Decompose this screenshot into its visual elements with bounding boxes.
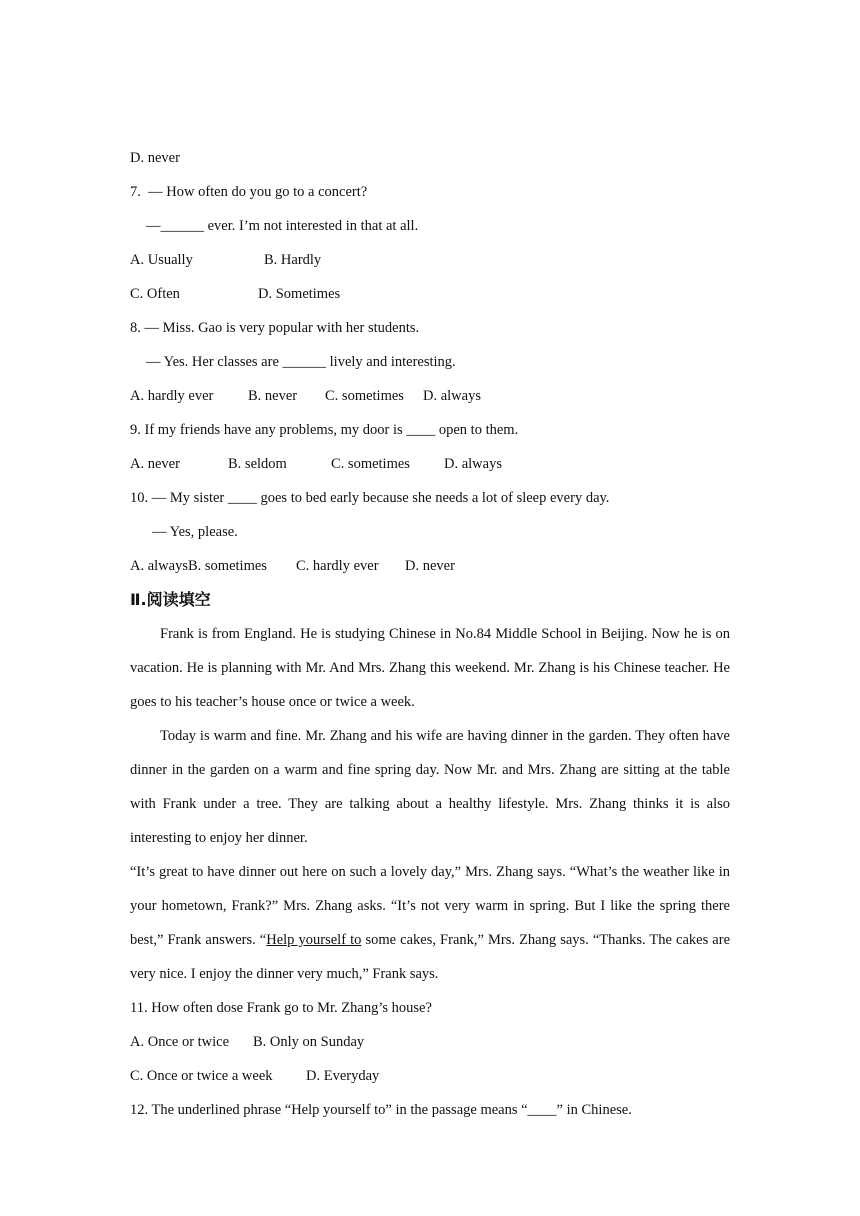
q8-question: 8. — Miss. Gao is very popular with her students.: [130, 320, 420, 336]
passage-paragraph-1: Frank is from England. He is studying Chinese in No.84 Middle School in Beijing. Now he is on vacation. He is planning with Mr. And Mrs. Zhang this weekend. Mr. Zhang is his Chinese teacher. He goes to his teacher’s house once or twice a week.: [130, 626, 730, 710]
q11-option-a: A. Once or twice: [130, 1034, 230, 1050]
q7-answer: —______ ever. I’m not interested in that at all.: [146, 218, 419, 234]
q7-options-row-1: [130, 243, 730, 277]
q7-question: 7. — How often do you go to a concert?: [130, 184, 368, 200]
q9-option-c: C. sometimes: [331, 456, 410, 472]
q10-option-d: D. never: [405, 558, 455, 574]
q7-option-c: C. Often: [130, 286, 180, 302]
passage-paragraph-3: [130, 855, 730, 991]
q7-option-a: A. Usually: [130, 252, 193, 268]
q12-question: 12. The underlined phrase “Help yourself to” in the passage means “____” in Chinese.: [130, 1102, 632, 1118]
q10-question: 10. — My sister ____ goes to bed early because she needs a lot of sleep every day.: [130, 490, 610, 506]
q11-option-d: D. Everyday: [306, 1068, 380, 1084]
q7-option-d: D. Sometimes: [258, 286, 341, 302]
q6-option-d: D. never: [130, 150, 180, 166]
q8-option-a: A. hardly ever: [130, 388, 214, 404]
q8-option-d: D. always: [423, 388, 481, 404]
q7-options-row-2: [130, 277, 730, 311]
document-content: [130, 141, 730, 1127]
underlined-phrase: Help yourself to: [266, 932, 362, 948]
q10-answer: — Yes, please.: [152, 524, 238, 540]
q9-option-a: A. never: [130, 456, 180, 472]
q11-options-row-1: [130, 1025, 730, 1059]
q8-option-b: B. never: [248, 388, 298, 404]
q8-answer: — Yes. Her classes are ______ lively and interesting.: [146, 354, 456, 370]
passage-paragraph-2: Today is warm and fine. Mr. Zhang and his wife are having dinner in the garden. They often have dinner in the garden on a warm and fine spring day. Now Mr. and Mrs. Zhang are sitting at the table with Frank under a tree. They are talking about a healthy lifestyle. Mrs. Zhang thinks it is also interesting to enjoy her dinner.: [130, 728, 730, 846]
q9-options: [130, 447, 730, 481]
q11-option-c: C. Once or twice a week: [130, 1068, 273, 1084]
q11-question: 11. How often dose Frank go to Mr. Zhang’s house?: [130, 1000, 432, 1016]
q10-options: [130, 549, 730, 583]
q10-option-c: C. hardly ever: [296, 558, 379, 574]
passage-p3-before: “It’s great to have dinner out here on such a lovely day,” Mrs. Zhang says. “What’s the weather like in your hometown, Frank?” Mrs. Zhang asks. “It’s not very warm in spring. But I like the spring there best,” Frank answers. “: [130, 864, 730, 948]
q11-option-b: B. Only on Sunday: [253, 1034, 365, 1050]
section-title: Ⅱ.阅读填空: [130, 590, 211, 609]
q9-option-b: B. seldom: [228, 456, 287, 472]
q9-question: 9. If my friends have any problems, my door is ____ open to them.: [130, 422, 519, 438]
q7-option-b: B. Hardly: [264, 252, 322, 268]
q11-options-row-2: [130, 1059, 730, 1093]
q10-option-ab: A. alwaysB. sometimes: [130, 558, 267, 574]
q8-option-c: C. sometimes: [325, 388, 404, 404]
q9-option-d: D. always: [444, 456, 502, 472]
q8-options: [130, 379, 730, 413]
passage-p3-after: some cakes, Frank,” Mrs. Zhang says. “Thanks. The cakes are very nice. I enjoy the dinner very much,” Frank says.: [130, 932, 731, 982]
